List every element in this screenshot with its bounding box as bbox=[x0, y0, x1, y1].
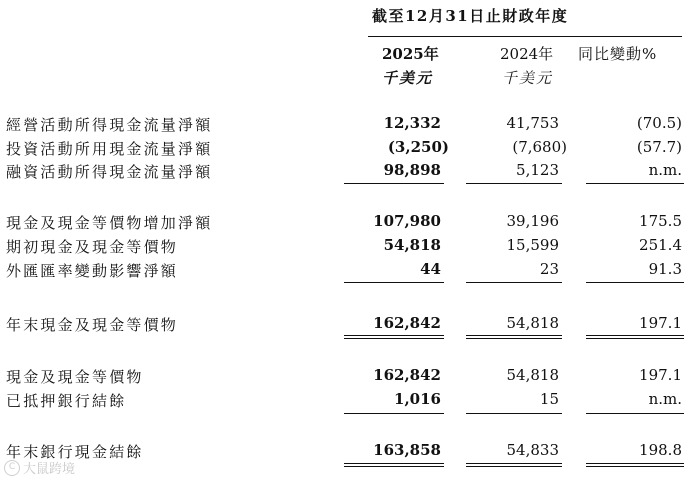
value-2024: 41,753 bbox=[506, 114, 559, 132]
value-change: n.m. bbox=[648, 390, 682, 408]
value-2025: 162,842 bbox=[373, 314, 441, 332]
total-double-rule bbox=[344, 335, 444, 339]
value-change: (57.7) bbox=[636, 138, 682, 156]
row-label: 期初現金及現金等價物 bbox=[6, 238, 179, 256]
value-change: 251.4 bbox=[639, 236, 682, 254]
value-2024: (7,680) bbox=[512, 138, 567, 156]
watermark-logo-icon: C bbox=[4, 460, 20, 476]
subtotal-rule bbox=[344, 183, 444, 184]
row-label: 年末銀行現金結餘 bbox=[6, 443, 144, 461]
subtotal-rule bbox=[344, 282, 444, 283]
subtotal-rule bbox=[344, 413, 444, 414]
subtotal-rule bbox=[466, 282, 562, 283]
value-2024: 5,123 bbox=[516, 161, 559, 179]
total-double-rule bbox=[586, 463, 684, 467]
value-change: n.m. bbox=[648, 161, 682, 179]
value-change: (70.5) bbox=[636, 114, 682, 132]
value-2025: (3,250) bbox=[387, 138, 449, 156]
value-2025: 1,016 bbox=[394, 390, 441, 408]
subtotal-rule bbox=[586, 183, 684, 184]
column-2024-heading: 2024年 bbox=[500, 45, 554, 63]
row-label: 外匯匯率變動影響淨額 bbox=[6, 262, 179, 280]
value-2025: 44 bbox=[420, 260, 441, 278]
subtotal-rule bbox=[466, 413, 562, 414]
watermark-text: 大鼠跨境 bbox=[23, 462, 76, 477]
value-2024: 54,818 bbox=[506, 366, 559, 384]
value-2024: 15 bbox=[539, 390, 559, 408]
value-2024: 23 bbox=[539, 260, 559, 278]
value-2025: 54,818 bbox=[383, 236, 441, 254]
header-rule bbox=[368, 36, 682, 37]
value-2025: 162,842 bbox=[373, 366, 441, 384]
row-label: 已抵押銀行結餘 bbox=[6, 392, 127, 410]
value-2025: 107,980 bbox=[373, 212, 441, 230]
value-change: 197.1 bbox=[639, 366, 682, 384]
row-label: 經營活動所得現金流量淨額 bbox=[6, 116, 213, 134]
value-2025: 98,898 bbox=[383, 161, 441, 179]
total-double-rule bbox=[586, 335, 684, 339]
value-2024: 39,196 bbox=[506, 212, 559, 230]
total-double-rule bbox=[466, 463, 562, 467]
watermark bbox=[4, 458, 75, 477]
unit-2025-label: 千美元 bbox=[382, 69, 434, 87]
subtotal-rule bbox=[586, 413, 684, 414]
total-double-rule bbox=[344, 463, 444, 467]
row-label: 年末現金及現金等價物 bbox=[6, 316, 179, 334]
period-heading: 截至12月31日止財政年度 bbox=[372, 7, 569, 25]
row-label: 現金及現金等價物增加淨額 bbox=[6, 214, 213, 232]
value-2025: 163,858 bbox=[373, 441, 441, 459]
value-2024: 54,818 bbox=[506, 314, 559, 332]
value-change: 91.3 bbox=[648, 260, 682, 278]
unit-2024-label: 千美元 bbox=[502, 69, 554, 87]
subtotal-rule bbox=[586, 282, 684, 283]
value-change: 198.8 bbox=[639, 441, 682, 459]
total-double-rule bbox=[466, 335, 562, 339]
value-2024: 15,599 bbox=[506, 236, 559, 254]
value-2025: 12,332 bbox=[383, 114, 441, 132]
value-change: 175.5 bbox=[639, 212, 682, 230]
value-2024: 54,833 bbox=[506, 441, 559, 459]
column-2025-heading: 2025年 bbox=[382, 45, 439, 63]
value-change: 197.1 bbox=[639, 314, 682, 332]
column-change-heading: 同比變動% bbox=[578, 45, 658, 63]
row-label: 投資活動所用現金流量淨額 bbox=[6, 140, 213, 158]
row-label: 融資活動所得現金流量淨額 bbox=[6, 163, 213, 181]
row-label: 現金及現金等價物 bbox=[6, 368, 144, 386]
subtotal-rule bbox=[466, 183, 562, 184]
